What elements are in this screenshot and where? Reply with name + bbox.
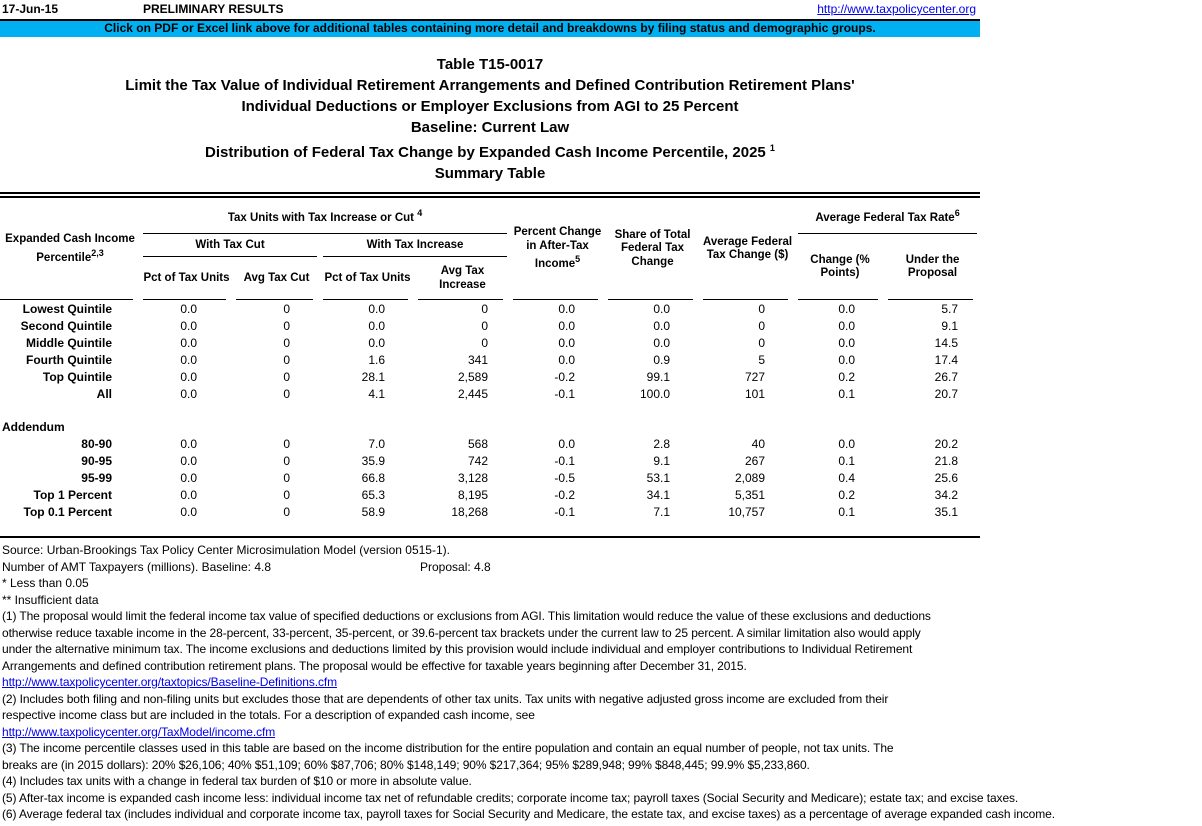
cell: 0	[283, 352, 290, 367]
cell: 0.0	[558, 352, 576, 367]
title-line: Distribution of Federal Tax Change by Expanded Cash Income Percentile, 2025 $^1$	[205, 143, 775, 161]
cell: 0.0	[180, 301, 197, 316]
cell: 26.7	[934, 369, 959, 384]
cell: 0	[481, 318, 489, 333]
cell: 0	[481, 301, 489, 316]
cell: 0.0	[180, 504, 197, 519]
cell: 0.0	[180, 335, 197, 350]
cell: 267	[744, 453, 766, 468]
cell: 0.0	[838, 301, 856, 316]
table-body	[0, 300, 980, 520]
cell: 28.1	[361, 369, 385, 384]
row-label: Top 0.1 Percent	[23, 504, 112, 519]
footnote-line: Arrangements and defined contribution retirement plans. The proposal would be effective for taxable years beginning after December 31, 2015.	[2, 658, 747, 673]
cell: 0	[283, 318, 290, 333]
cell: 34.2	[934, 487, 959, 502]
cell: 0.0	[838, 352, 856, 367]
title-line: Table T15-0017	[436, 56, 544, 73]
footnote-line: (3) The income percentile classes used in this table are based on the income distribution for the entire population and contain an equal number of people, not tax units. The	[2, 741, 894, 755]
cell: 0.0	[558, 335, 576, 350]
cell: 10,757	[728, 504, 766, 519]
footnote-line: (5) After-tax income is expanded cash income less: individual income tax net of refundable credits; corporate income tax; payroll taxes (Social Security and Medicare); estate tax; and excise taxes.	[2, 790, 1019, 805]
cell: -0.2	[554, 369, 576, 384]
cell: 0.0	[558, 436, 576, 451]
col-average-federal-tax-change: Average Federal Tax Change ($)	[700, 198, 795, 300]
cell: 5.7	[941, 301, 959, 316]
cell: 0.4	[838, 470, 856, 485]
col-avg-tax-cut: Avg Tax Cut	[233, 257, 320, 300]
table-row	[0, 368, 980, 385]
table-row	[0, 334, 980, 351]
row-label: 90-95	[81, 453, 112, 468]
cell: 0	[283, 504, 290, 519]
footnote-line: (4) Includes tax units with a change in federal tax burden of $10 or more in absolute value.	[2, 774, 472, 788]
row-label: Lowest Quintile	[22, 301, 112, 316]
title-line: Individual Deductions or Employer Exclusions from AGI to 25 Percent	[241, 98, 739, 115]
table-row	[0, 385, 980, 402]
footnote-line: otherwise reduce taxable income in the 28-percent, 33-percent, 35-percent, or 39.6-percent tax brackets under the current law to 25 percent. A similar limitation also would apply	[2, 625, 921, 640]
cell: 0.0	[838, 335, 856, 350]
cell: 0.0	[180, 386, 197, 401]
col-under-the-proposal: Under the Proposal	[885, 234, 980, 300]
cell: 7.0	[368, 436, 385, 451]
cell: 0.0	[180, 487, 197, 502]
col-pct-tax-units-cut: Pct of Tax Units	[140, 257, 233, 300]
row-label: Fourth Quintile	[26, 352, 112, 367]
cell: 3,128	[457, 470, 489, 485]
cell: 0	[758, 301, 766, 316]
cell: 0.0	[180, 369, 197, 384]
cell: 1.6	[368, 352, 385, 367]
cell: 0.0	[653, 335, 671, 350]
preliminary-results-label: PRELIMINARY RESULTS	[143, 2, 284, 16]
cell: 727	[744, 369, 766, 384]
cell: 100.0	[639, 386, 671, 401]
cell: 58.9	[361, 504, 385, 519]
cell: 568	[467, 436, 489, 451]
table-row	[0, 503, 980, 520]
insufficient-data-note: ** Insufficient data	[2, 592, 99, 607]
cell: 17.4	[934, 352, 959, 367]
cell: 2.8	[653, 436, 671, 451]
cell: 35.9	[361, 453, 385, 468]
cell: 0	[283, 470, 290, 485]
col-avg-tax-increase: Avg Tax Increase	[415, 257, 510, 300]
cell: 0.2	[838, 487, 856, 502]
col-expanded-cash-income: Expanded Cash Income Percentile$^{2,3}$	[0, 198, 140, 300]
col-percent-change-after-tax-income: Percent Change in After-Tax Income$^5$	[510, 198, 605, 300]
cell: -0.1	[554, 504, 576, 519]
addendum-row	[0, 418, 980, 435]
cell: 0	[283, 369, 290, 384]
cell: 0	[758, 318, 766, 333]
row-label: Top 1 Percent	[33, 487, 112, 502]
cell: 20.2	[934, 436, 959, 451]
footnote-link[interactable]: http://www.taxpolicycenter.org/taxtopics/Baseline-Definitions.cfm	[2, 675, 337, 689]
cell: 20.7	[934, 386, 959, 401]
cell: 0.9	[653, 352, 671, 367]
cell: -0.1	[554, 453, 576, 468]
cell: 14.5	[934, 335, 959, 350]
source-line: Source: Urban-Brookings Tax Policy Center Microsimulation Model (version 0515-1).	[2, 543, 450, 557]
table-row	[0, 317, 980, 334]
col-change-pct-points: Change (% Points)	[795, 234, 885, 300]
taxpolicycenter-link[interactable]: http://www.taxpolicycenter.org	[817, 2, 976, 16]
cell: 5,351	[734, 487, 766, 502]
row-label: Second Quintile	[20, 318, 112, 333]
cell: 0.0	[558, 301, 576, 316]
top-bar	[0, 0, 980, 19]
cell: 0.0	[368, 301, 385, 316]
row-label: 80-90	[81, 436, 112, 451]
row-label: Middle Quintile	[26, 335, 112, 350]
cell: 2,089	[734, 470, 766, 485]
cell: 341	[467, 352, 489, 367]
colgroup-with-tax-increase: With Tax Increase	[320, 234, 510, 257]
cell: 0	[758, 335, 766, 350]
row-label: 95-99	[81, 470, 112, 485]
col-share-total-federal-tax-change: Share of Total Federal Tax Change	[605, 198, 700, 300]
footnotes	[0, 608, 1202, 823]
row-label: All	[96, 386, 112, 401]
cell: 0	[283, 487, 290, 502]
cell: 0.0	[180, 453, 197, 468]
cell: 65.3	[361, 487, 385, 502]
table-header	[0, 198, 980, 300]
footnote-line: (2) Includes both filing and non-filing units but excludes those that are dependents of other tax units. Tax units with negative adjusted gross income are excluded from their	[2, 691, 889, 706]
cell: 40	[751, 436, 766, 451]
cell: 0	[283, 335, 290, 350]
cell: 4.1	[368, 386, 385, 401]
footnote-line: respective income class but are included in the totals. For a description of expanded cash income, see	[2, 708, 535, 722]
cell: -0.5	[554, 470, 576, 485]
cell: 0	[481, 335, 489, 350]
info-banner: Click on PDF or Excel link above for additional tables containing more detail and breakdowns by filing status and demographic groups.	[0, 19, 980, 37]
cell: 7.1	[653, 504, 671, 519]
cell: 0.0	[838, 318, 856, 333]
cell: 0.0	[368, 318, 385, 333]
cell: 53.1	[646, 470, 671, 485]
cell: 2,589	[457, 369, 489, 384]
table-row	[0, 486, 980, 503]
cell: -0.1	[554, 386, 576, 401]
amt-taxpayers-line	[0, 559, 1202, 576]
table-row	[0, 452, 980, 469]
cell: 35.1	[934, 504, 959, 519]
title-line: Baseline: Current Law	[410, 119, 570, 136]
cell: 0	[283, 453, 290, 468]
cell: 742	[467, 453, 489, 468]
cell: 9.1	[653, 453, 671, 468]
cell: -0.2	[554, 487, 576, 502]
cell: 0.0	[180, 352, 197, 367]
summary-table-wrap	[0, 192, 980, 538]
cell: 5	[758, 352, 766, 367]
footer	[0, 542, 1202, 823]
cell: 34.1	[646, 487, 671, 502]
cell: 0.1	[838, 453, 856, 468]
cell: 0.0	[180, 470, 197, 485]
cell: 0.0	[838, 436, 856, 451]
title-line: Summary Table	[434, 165, 546, 182]
footnote-line: under the alternative minimum tax. The income exclusions and deductions limited by this provision would include individual and employer contributions to Individual Retirement	[2, 642, 913, 656]
table-row	[0, 300, 980, 317]
footnote-line: breaks are (in 2015 dollars): 20% $26,106; 40% $51,109; 60% $87,706; 80% $148,149; 90% $217,364; 95% $289,948; 99% $848,445; 99.9% $5,233,860.	[2, 757, 810, 772]
summary-table	[0, 198, 980, 520]
less-than-note: * Less than 0.05	[2, 576, 89, 590]
cell: 0.0	[180, 436, 197, 451]
spacer-row	[0, 402, 980, 418]
cell: 0.0	[653, 301, 671, 316]
cell: 8,195	[457, 487, 489, 502]
cell: 0.1	[838, 386, 856, 401]
addendum-label: Addendum	[2, 419, 65, 434]
cell: 0	[283, 436, 290, 451]
title-block	[0, 54, 980, 184]
colgroup-average-federal-tax-rate: Average Federal Tax Rate$^6$	[795, 198, 980, 234]
cell: 101	[744, 386, 766, 401]
cell: 0.0	[180, 318, 197, 333]
cell: 0	[283, 386, 290, 401]
col-pct-tax-units-increase: Pct of Tax Units	[320, 257, 415, 300]
cell: 18,268	[451, 504, 489, 519]
cell: 0.0	[653, 318, 671, 333]
colgroup-tax-units-increase-or-cut: Tax Units with Tax Increase or Cut $^4$	[140, 198, 510, 234]
cell: 0.2	[838, 369, 856, 384]
cell: 0	[283, 301, 290, 316]
footnote-link[interactable]: http://www.taxpolicycenter.org/TaxModel/income.cfm	[2, 724, 276, 739]
amt-baseline: Number of AMT Taxpayers (millions). Baseline: 4.8	[2, 559, 271, 574]
amt-proposal: Proposal: 4.8	[420, 559, 491, 574]
table-bottom-rule	[0, 536, 980, 538]
cell: 0.1	[838, 504, 856, 519]
table-row	[0, 435, 980, 452]
colgroup-with-tax-cut: With Tax Cut	[140, 234, 320, 257]
table-row	[0, 351, 980, 368]
cell: 2,445	[457, 386, 489, 401]
report-date: 17-Jun-15	[2, 2, 59, 16]
cell: 25.6	[934, 470, 959, 485]
footnote-line: (1) The proposal would limit the federal income tax value of specified deductions or exclusions from AGI. This limitation would reduce the value of these exclusions and deductions	[2, 609, 931, 623]
cell: 9.1	[941, 318, 959, 333]
cell: 21.8	[934, 453, 959, 468]
cell: 0.0	[558, 318, 576, 333]
cell: 66.8	[361, 470, 385, 485]
row-label: Top Quintile	[42, 369, 112, 384]
table-row	[0, 469, 980, 486]
title-line: Limit the Tax Value of Individual Retirement Arrangements and Defined Contribution Retirement Plans'	[125, 77, 855, 94]
cell: 99.1	[646, 369, 671, 384]
footnote-line: (6) Average federal tax (includes individual and corporate income tax, payroll taxes for Social Security and Medicare, the estate tax, and excise taxes) as a percentage of average expanded cash income.	[2, 807, 1055, 821]
cell: 0.0	[368, 335, 385, 350]
